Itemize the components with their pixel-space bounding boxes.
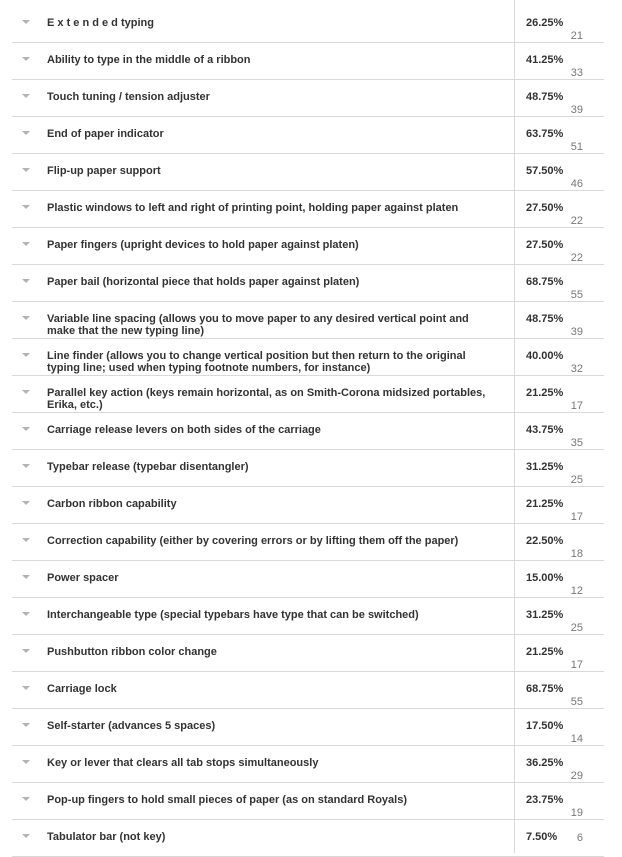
table-row[interactable] (12, 191, 604, 228)
row-percent: 31.25% (526, 609, 564, 621)
row-label: Paper bail (horizontal piece that holds paper against platen) (47, 276, 360, 288)
row-label: Interchangeable type (special typebars have type that can be switched) (47, 609, 419, 621)
row-percent: 57.50% (526, 165, 564, 177)
expand-triangle-icon[interactable] (22, 686, 30, 690)
row-percent: 21.25% (526, 387, 564, 399)
row-percent: 48.75% (526, 91, 564, 103)
row-label: Ability to type in the middle of a ribbon (47, 54, 251, 66)
row-count: 17 (570, 400, 583, 412)
row-percent: 68.75% (526, 683, 564, 695)
row-percent: 7.50% (526, 831, 558, 843)
table-row[interactable] (12, 746, 604, 783)
row-count: 35 (570, 437, 583, 449)
table-row[interactable] (12, 302, 604, 339)
table-row[interactable] (12, 80, 604, 117)
row-label: Carriage lock (47, 683, 117, 695)
row-label: Touch tuning / tension adjuster (47, 91, 210, 103)
row-count: 12 (570, 585, 583, 597)
row-label: E x t e n d e d typing (47, 17, 154, 29)
row-percent: 27.50% (526, 239, 564, 251)
table-row[interactable] (12, 783, 604, 820)
expand-triangle-icon[interactable] (22, 94, 30, 98)
expand-triangle-icon[interactable] (22, 834, 30, 838)
row-count: 22 (570, 215, 583, 227)
row-label: Power spacer (47, 572, 119, 584)
row-percent: 26.25% (526, 17, 564, 29)
row-label: Pushbutton ribbon color change (47, 646, 217, 658)
row-count: 29 (570, 770, 583, 782)
row-count: 51 (570, 141, 583, 153)
row-label: Typebar release (typebar disentangler) (47, 461, 249, 473)
row-label: Key or lever that clears all tab stops simultaneously (47, 757, 319, 769)
expand-triangle-icon[interactable] (22, 20, 30, 24)
row-percent: 23.75% (526, 794, 564, 806)
table-row[interactable] (12, 376, 604, 413)
table-row[interactable] (12, 43, 604, 80)
table-row[interactable] (12, 265, 604, 302)
table-row[interactable] (12, 561, 604, 598)
expand-triangle-icon[interactable] (22, 242, 30, 246)
expand-triangle-icon[interactable] (22, 501, 30, 505)
row-percent: 68.75% (526, 276, 564, 288)
row-label: Flip-up paper support (47, 165, 161, 177)
row-count: 14 (570, 733, 583, 745)
row-count: 39 (570, 104, 583, 116)
expand-triangle-icon[interactable] (22, 131, 30, 135)
row-percent: 40.00% (526, 350, 564, 362)
row-label: Variable line spacing (allows you to move paper to any desired vertical point and make that the new typing line) (47, 313, 469, 337)
row-percent: 27.50% (526, 202, 564, 214)
row-count: 18 (570, 548, 583, 560)
row-percent: 63.75% (526, 128, 564, 140)
row-label: Tabulator bar (not key) (47, 831, 166, 843)
row-count: 46 (570, 178, 583, 190)
row-percent: 36.25% (526, 757, 564, 769)
row-percent: 15.00% (526, 572, 564, 584)
row-count: 25 (570, 622, 583, 634)
expand-triangle-icon[interactable] (22, 538, 30, 542)
row-percent: 17.50% (526, 720, 564, 732)
expand-triangle-icon[interactable] (22, 649, 30, 653)
expand-triangle-icon[interactable] (22, 760, 30, 764)
row-label: End of paper indicator (47, 128, 164, 140)
row-label: Correction capability (either by covering errors or by lifting them off the paper) (47, 535, 459, 547)
row-label: Carriage release levers on both sides of the carriage (47, 424, 321, 436)
expand-triangle-icon[interactable] (22, 168, 30, 172)
table-row[interactable] (12, 117, 604, 154)
row-count: 33 (570, 67, 583, 79)
row-count: 6 (576, 832, 583, 844)
row-percent: 22.50% (526, 535, 564, 547)
expand-triangle-icon[interactable] (22, 205, 30, 209)
expand-triangle-icon[interactable] (22, 797, 30, 801)
table-row[interactable] (12, 228, 604, 265)
row-label: Parallel key action (keys remain horizontal, as on Smith-Corona midsized portables, Erika, etc.) (47, 387, 486, 411)
expand-triangle-icon[interactable] (22, 316, 30, 320)
table-row[interactable] (12, 339, 604, 376)
row-percent: 48.75% (526, 313, 564, 325)
row-count: 21 (570, 30, 583, 42)
table-row[interactable] (12, 487, 604, 524)
row-percent: 31.25% (526, 461, 564, 473)
table-row[interactable] (12, 154, 604, 191)
row-count: 25 (570, 474, 583, 486)
expand-triangle-icon[interactable] (22, 723, 30, 727)
expand-triangle-icon[interactable] (22, 612, 30, 616)
row-count: 39 (570, 326, 583, 338)
table-row[interactable] (12, 6, 604, 43)
expand-triangle-icon[interactable] (22, 279, 30, 283)
table-row[interactable] (12, 413, 604, 450)
row-count: 17 (570, 511, 583, 523)
row-percent: 21.25% (526, 646, 564, 658)
row-label: Pop-up fingers to hold small pieces of paper (as on standard Royals) (47, 794, 408, 806)
expand-triangle-icon[interactable] (22, 575, 30, 579)
row-percent: 41.25% (526, 54, 564, 66)
row-count: 55 (570, 289, 583, 301)
row-count: 17 (570, 659, 583, 671)
table-row[interactable] (12, 598, 604, 635)
expand-triangle-icon[interactable] (22, 390, 30, 394)
results-table (12, 0, 604, 853)
table-row[interactable] (12, 524, 604, 561)
expand-triangle-icon[interactable] (22, 427, 30, 431)
row-count: 19 (570, 807, 583, 819)
expand-triangle-icon[interactable] (22, 57, 30, 61)
expand-triangle-icon[interactable] (22, 353, 30, 357)
row-percent: 21.25% (526, 498, 564, 510)
row-label: Line finder (allows you to change vertical position but then return to the original typing line; used when typing footnote numbers, for instance) (47, 350, 466, 374)
row-count: 55 (570, 696, 583, 708)
expand-triangle-icon[interactable] (22, 464, 30, 468)
row-count: 32 (570, 363, 583, 375)
table-row[interactable] (12, 450, 604, 487)
table-row[interactable] (12, 672, 604, 709)
table-row[interactable] (12, 820, 604, 857)
table-row[interactable] (12, 709, 604, 746)
table-row[interactable] (12, 635, 604, 672)
row-label: Carbon ribbon capability (47, 498, 177, 510)
row-label: Paper fingers (upright devices to hold paper against platen) (47, 239, 359, 251)
row-percent: 43.75% (526, 424, 564, 436)
row-count: 22 (570, 252, 583, 264)
row-label: Plastic windows to left and right of printing point, holding paper against platen (47, 202, 459, 214)
row-label: Self-starter (advances 5 spaces) (47, 720, 216, 732)
